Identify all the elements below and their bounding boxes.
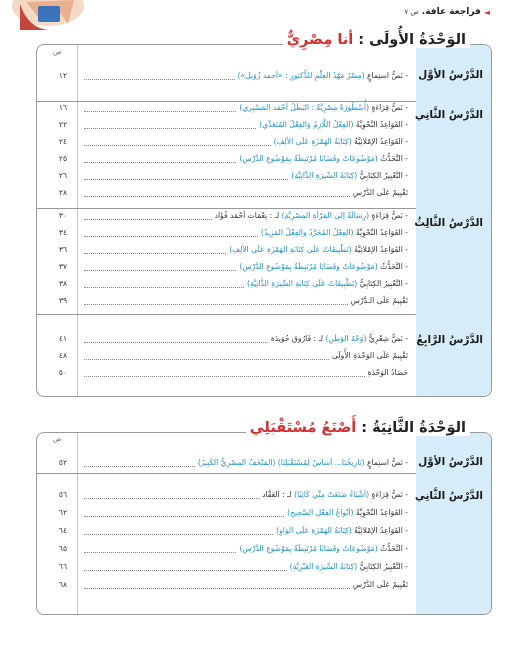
toc-row[interactable]: - القَوَاعِدُ الإمْلائِيَّةُ (تَطْبِيقَاتٌ عَلَى كِتَابَةِ الهَمْزَةِ عَلَى الألِفِ) ٣٦ (58, 245, 408, 254)
toc-row[interactable]: تَقْيِيمٌ عَلَى الوَحْدَةِ الأُولَى ٤٨ (58, 351, 408, 360)
toc-row[interactable]: - نَصٌّ شِعْرِيٌّ (وَجْهُ الوَطَنِ) لـ : فَارُوق جُوَيدَة ٤١ (58, 334, 408, 343)
toc-row[interactable]: تَقْيِيمٌ عَلَى الـدَّرْسِ ٣٩ (58, 296, 408, 305)
review-label: فراجعة عافة. (421, 7, 481, 17)
unit-2-box (36, 432, 492, 615)
toc-row[interactable]: - نَصُّ استِماعٍ (تَارِيخُنَا... أسَاسٌ لِمُسْتَقْبَلِنَا) (المَتْحَفُ المِصْرِيُّ الكَبِيرُ) ٥٢ (58, 458, 408, 467)
lesson-divider (37, 473, 416, 474)
review-page: ص ٧ (404, 8, 419, 16)
toc-row[interactable]: - التَّحَدُّثُ (مَوْضُوعَاتٌ وقَضَايَا مُرْتَبِطَةٌ بِمَوْضُوعِ الدَّرْسِ) ٢٥ (58, 154, 408, 163)
unit-2-theme: أَصْنَعُ مُسْتَقْبَلِي (249, 420, 357, 436)
lesson-divider (37, 208, 416, 209)
toc-row[interactable]: - نَصُّ قِرَاءَةٍ (رِسَالَةٌ إلى المَرْأةِ المِصْرِيَّةِ) لـ : نِعْمَات أحْمَد فُؤَاد ٣٠ (58, 211, 408, 220)
toc-row[interactable]: - التَّعْبِيرُ الكِتَابِيُّ (تَطْبِيقَاتٌ عَلَى كِتَابَةِ السِّيرَةِ الذَّاتِيَّةِ) ٣٨ (58, 279, 408, 288)
lesson-1-title[interactable]: الدَّرْسُ الأوَّل (418, 69, 483, 81)
page-column-label: ص (53, 48, 62, 56)
unit-2-title: الوَحْدَةُ الثَّانِيَةُ : أَصْنَعُ مُسْتَقْبَلِي (246, 420, 470, 436)
toc-row[interactable]: - التَّحَدُّثُ (مَوْضُوعَاتٌ وقَضَايَا مُرْتَبِطَةٌ بِمَوْضُوعِ الدَّرْسِ) ٣٧ (58, 262, 408, 271)
toc-row[interactable]: - نَصُّ قِرَاءَةٍ (أُسْطُورَةٌ مِصْرِيَّةٌ : البَطَلُ أحْمَد المَسْيِري) ١٦ (58, 103, 408, 112)
toc-row[interactable]: - القَوَاعِدُ الإمْلائِيَّةُ (كِتَابَةُ الهَمْزَةِ عَلَى الألِفِ) ٢٤ (58, 137, 408, 146)
toc-row[interactable]: - التَّعْبِيرُ الكِتَابِيُّ (كِتَابَةُ السِّيرَةِ الذَّاتِيَّةِ) ٢٦ (58, 171, 408, 180)
lesson-divider (37, 314, 416, 315)
toc-row[interactable]: تَقْيِيمٌ عَلَى الدَّرْسِ ٦٨ (58, 580, 408, 589)
page-number: ١٢ (58, 71, 68, 80)
lesson-3-title[interactable]: الدَّرْسُ الثَّالِثُ (414, 217, 483, 229)
lesson-4-title[interactable]: الدَّرْسُ الرَّابِعُ (416, 334, 483, 346)
triangle-bullet-icon: ◄ (483, 7, 490, 17)
lesson-2-title[interactable]: الدَّرْسُ الثَّانِي (414, 109, 483, 121)
toc-row[interactable]: - القَوَاعِدُ النَّحْوِيَّةُ (أنْواعُ الفِعْلِ الصَّحِيحِ) ٦٢ (58, 508, 408, 517)
toc-row[interactable]: - التَّحَدُّثُ (مَوْضُوعَاتٌ وقَضَايَا مُرْتَبِطَةٌ بِمَوْضُوعِ الدَّرْسِ) ٦٥ (58, 544, 408, 553)
toc-row[interactable]: - القَوَاعِدُ النَّحْوِيَّةُ (الفِعْلُ اللَّازِمُ وَالفِعْلُ المُتَعَدِّي) ٢٢ (58, 120, 408, 129)
reading-girl-illustration (8, 0, 88, 30)
toc-row[interactable]: - نَصُّ قِرَاءَةٍ (أشْيَاءُ صَنَعَتْ مِنِّي كَاتِبًا) لـ : العَقَّاد ٥٦ (58, 490, 408, 499)
unit-1-box (36, 44, 492, 397)
toc-row[interactable]: - القَوَاعِدُ الإمْلائِيَّةُ (كِتَابَةُ الهَمْزَةِ عَلَى الوَاوِ) ٦٤ (58, 526, 408, 535)
toc-row[interactable]: - نَصُّ استِماعٍ (مِصْرُ مَهْدُ العِلْمِ للدُّكتورِ : «أحمد زُوَيل») ١٢ (45, 70, 408, 82)
page-column-label: ص (53, 435, 62, 443)
lesson-1-title[interactable]: الدَّرْسُ الأوَّل (418, 456, 483, 468)
toc-row[interactable]: - القَوَاعِدُ النَّحْوِيَّةُ (الفِعْلُ المُجَرَّدُ والفِعْلُ المَزِيدُ) ٣٤ (58, 228, 408, 237)
review-note[interactable] (404, 7, 490, 17)
toc-row[interactable]: - التَّعْبِيرُ الكِتَابِيُّ (كِتَابَةُ السِّيرَةِ الغَيْرِيَّةِ) ٦٦ (58, 562, 408, 571)
unit-1-title: الوَحْدَةُ الأُولَى : أنا مِصْرِيٌّ (283, 32, 470, 48)
toc-row[interactable]: تَقْيِيمٌ عَلَى الدَّرْسِ ٢٨ (58, 188, 408, 197)
lesson-2-title[interactable]: الدَّرْسُ الثَّانِي (414, 490, 483, 502)
toc-row[interactable]: حَصَادُ الوَحْدَةِ ٥٠ (58, 368, 408, 377)
unit-1-theme: أنا مِصْرِيٌّ (286, 32, 354, 48)
